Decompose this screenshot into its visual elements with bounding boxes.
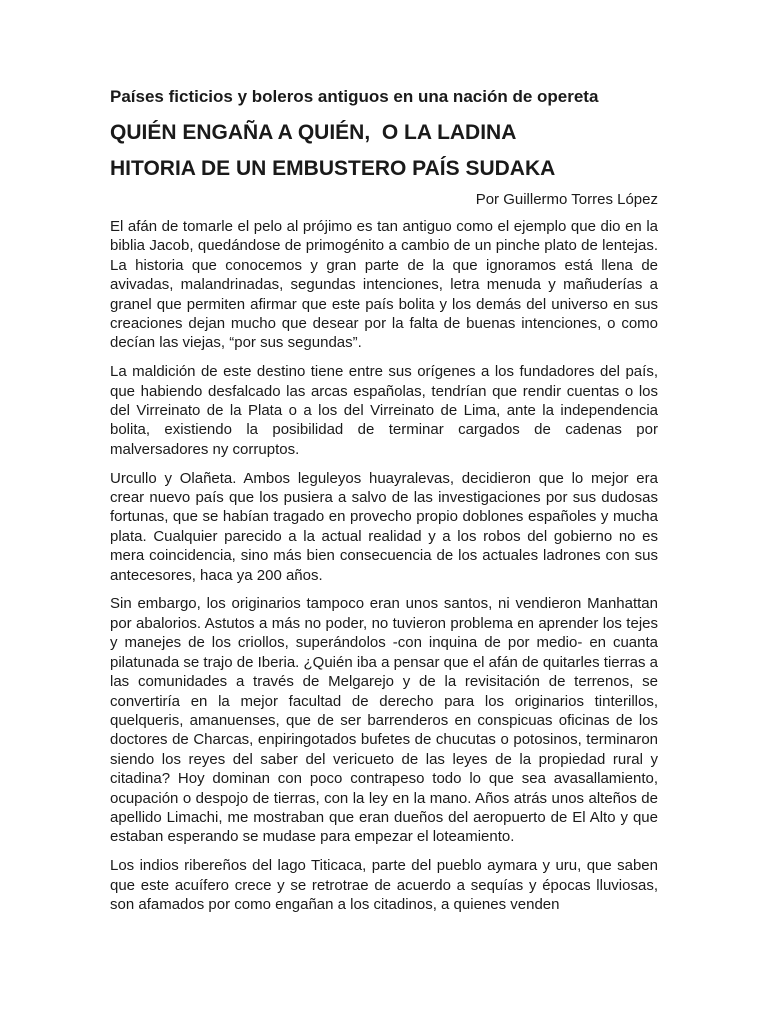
document-subtitle: Países ficticios y boleros antiguos en una nación de opereta	[110, 87, 599, 106]
title-line: QUIÉN ENGAÑA A QUIÉN, O LA LADINA	[110, 121, 517, 144]
document-page	[110, 86, 658, 924]
title-line: HITORIA DE UN EMBUSTERO PAÍS SUDAKA	[110, 157, 556, 180]
body-paragraph: El afán de tomarle el pelo al prójimo es tan antiguo como el ejemplo que dio en la biblia Jacob, quedándose de primogénito a cambio de un pinche plato de lentejas. La historia que conocemos y gran parte de la que ignoramos está llena de avivadas, malandrinadas, segundas intenciones, letra menuda y mañuderías a granel que permiten afirmar que este país bolita y los demás del universo en sus creaciones dejan mucho que desear por la falta de buenas intenciones, o como decían las viejas, “por sus segundas”.	[110, 218, 658, 352]
body-paragraph: Los indios ribereños del lago Titicaca, parte del pueblo aymara y uru, que saben que este acuífero crece y se retrotrae de acuerdo a sequías y épocas lluviosas, son afamados por como engañan a los citadinos, a quienes venden	[110, 857, 658, 913]
body-paragraph: Urcullo y Olañeta. Ambos leguleyos huayralevas, decidieron que lo mejor era crear nuevo país que los pusiera a salvo de las investigaciones por sus dudosas fortunas, que se habían tragado en provecho propio doblones españoles y mucha plata. Cualquier parecido a la actual realidad y a los robos del gobierno no es mera coincidencia, sino más bien consecuencia de los actuales ladrones con sus antecesores, haca ya 200 años.	[110, 469, 658, 584]
document-title	[110, 118, 658, 190]
body-paragraph: La maldición de este destino tiene entre sus orígenes a los fundadores del país, que habiendo desfalcado las arcas españolas, tendrían que rendir cuentas o los del Virreinato de la Plata o a los del Virreinato de Lima, ante la independencia bolita, existiendo la posibilidad de terminar cargados de cadenas por malversadores ny corruptos.	[110, 363, 658, 458]
author-byline: Por Guillermo Torres López	[475, 191, 658, 208]
body-paragraph: Sin embargo, los originarios tampoco eran unos santos, ni vendieron Manhattan por abalorios. Astutos a más no poder, no tuvieron problema en aprender los tejes y manejes de los criollos, superándolos -con inquina de por medio- en cuanta pilatunada se trajo de Iberia. ¿Quién iba a pensar que el afán de quitarles tierras a las comunidades a través de Melgarejo y de la revisitación de terrenos, se convertiría en la mejor facultad de derecho para los originarios tinterillos, quelqueris, amanuenses, que de ser barrenderos en conspicuas oficinas de los doctores de Charcas, enpiringotados bufetes de chucutas o potosinos, terminaron siendo los reyes del saber del vericueto de las leyes de la propiedad rural y citadina? Hoy dominan con poco contrapeso todo lo que sea avasallamiento, ocupación o despojo de tierras, con la ley en la mano. Años atrás unos alteños de apellido Limachi, me mostraban que eran dueños del aeropuerto de El Alto y que estaban esperando se mudase para empezar el loteamiento.	[110, 595, 658, 846]
